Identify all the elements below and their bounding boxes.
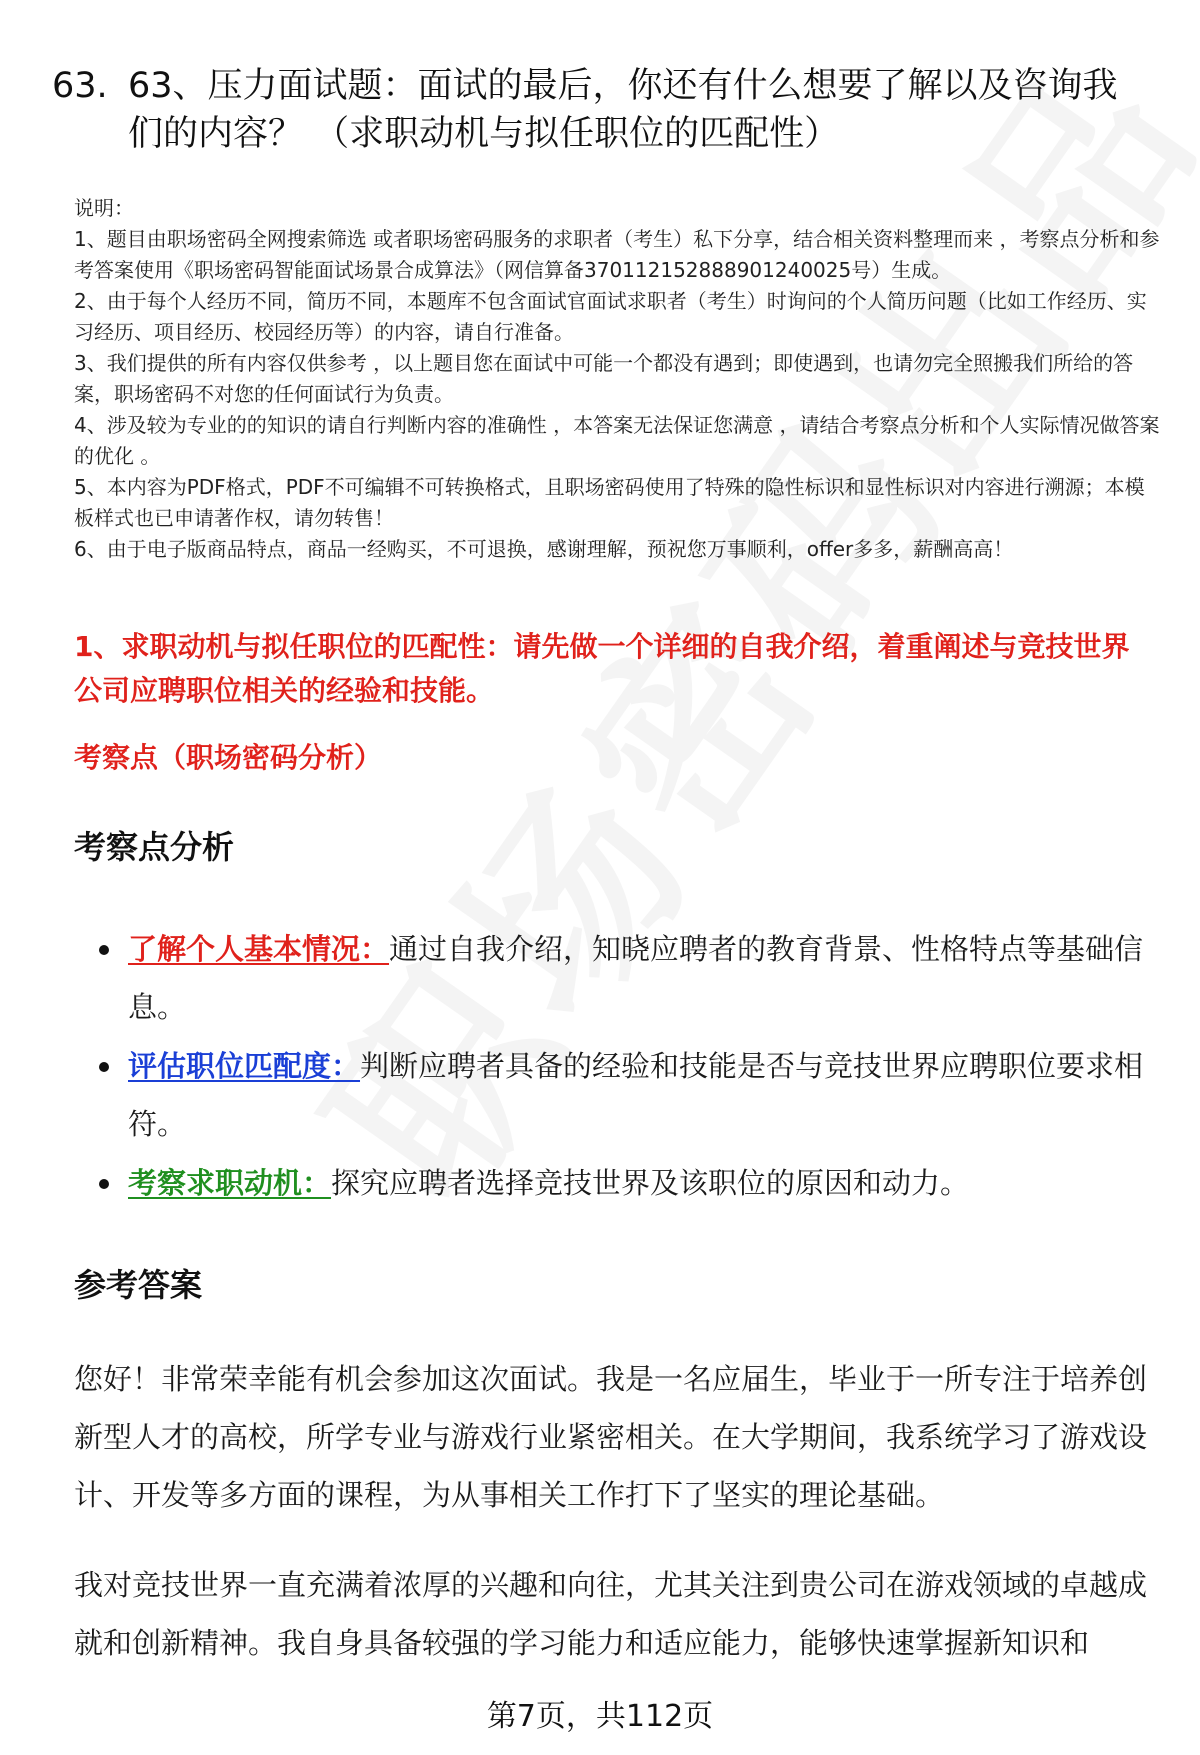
analysis-label: 考察点（职场密码分析） xyxy=(74,741,383,774)
list-item xyxy=(74,1037,1154,1153)
analysis-text: 探究应聘者选择竞技世界及该职位的原因和动力。 xyxy=(331,1166,970,1200)
analysis-text: 判断应聘者具备的经验和技能是否与竞技世界应聘职位要求相符。 xyxy=(128,1049,1144,1141)
analysis-text: 通过自我介绍，知晓应聘者的教育背景、性格特点等基础信息。 xyxy=(128,932,1144,1024)
question-title xyxy=(52,62,1152,158)
note-item: 4、涉及较为专业的的知识的请自行判断内容的准确性 ，本答案无法保证您满意 ，请结合考察点分析和个人实际情况做答案的优化 。 xyxy=(74,413,1160,468)
question-text: 63、压力面试题：面试的最后，你还有什么想要了解以及咨询我们的内容？ （求职动机与拟任职位的匹配性） xyxy=(128,66,1118,154)
note-item: 3、我们提供的所有内容仅供参考 ，以上题目您在面试中可能一个都没有遇到；即使遇到，也请勿完全照搬我们所给的答案，职场密码不对您的任何面试行为负责。 xyxy=(74,351,1134,406)
analysis-term: 考察求职动机： xyxy=(128,1166,332,1200)
note-item: 6、由于电子版商品特点，商品一经购买，不可退换，感谢理解，预祝您万事顺利，offer多多，薪酬高高！ xyxy=(74,537,1014,561)
list-item xyxy=(74,920,1154,1036)
answer-title: 参考答案 xyxy=(74,1266,203,1304)
analysis-list xyxy=(74,920,1154,1213)
page-footer: 第7页，共112页 xyxy=(486,1699,714,1734)
answer-body xyxy=(74,1350,1154,1704)
analysis-term: 了解个人基本情况： xyxy=(128,932,390,966)
answer-paragraph: 您好！非常荣幸能有机会参加这次面试。我是一名应届生，毕业于一所专注于培养创新型人才的高校，所学专业与游戏行业紧密相关。在大学期间，我系统学习了游戏设计、开发等多方面的课程，为从事相关工作打下了坚实的理论基础。 xyxy=(74,1362,1148,1512)
note-item: 5、本内容为PDF格式，PDF不可编辑不可转换格式，且职场密码使用了特殊的隐性标识和显性标识对内容进行溯源；本模板样式也已申请著作权，请勿转售！ xyxy=(74,475,1145,530)
question-number: 63. xyxy=(52,66,108,106)
analysis-term: 评估职位匹配度： xyxy=(128,1049,361,1083)
bullet-icon xyxy=(99,945,109,955)
notes-block xyxy=(74,193,1164,565)
note-item: 2、由于每个人经历不同，简历不同，本题库不包含面试官面试求职者（考生）时询问的个人简历问题（比如工作经历、实习经历、项目经历、校园经历等）的内容，请自行准备。 xyxy=(74,289,1147,344)
bullet-icon xyxy=(99,1062,109,1072)
notes-heading: 说明： xyxy=(74,196,134,220)
list-item xyxy=(74,1154,1154,1212)
sub-question-heading: 1、求职动机与拟任职位的匹配性：请先做一个详细的自我介绍，着重阐述与竞技世界公司应聘职位相关的经验和技能。 xyxy=(74,630,1130,707)
answer-paragraph: 我对竞技世界一直充满着浓厚的兴趣和向往，尤其关注到贵公司在游戏领域的卓越成就和创新精神。我自身具备较强的学习能力和适应能力，能够快速掌握新知识和 xyxy=(74,1568,1148,1660)
analysis-title: 考察点分析 xyxy=(74,828,235,866)
bullet-icon xyxy=(99,1179,109,1189)
note-item: 1、题目由职场密码全网搜索筛选 或者职场密码服务的求职者（考生）私下分享，结合相关资料整理而来 ，考察点分析和参考答案使用《职场密码智能面试场景合成算法》（网信算备370112152888901240025号）生成。 xyxy=(74,227,1160,282)
